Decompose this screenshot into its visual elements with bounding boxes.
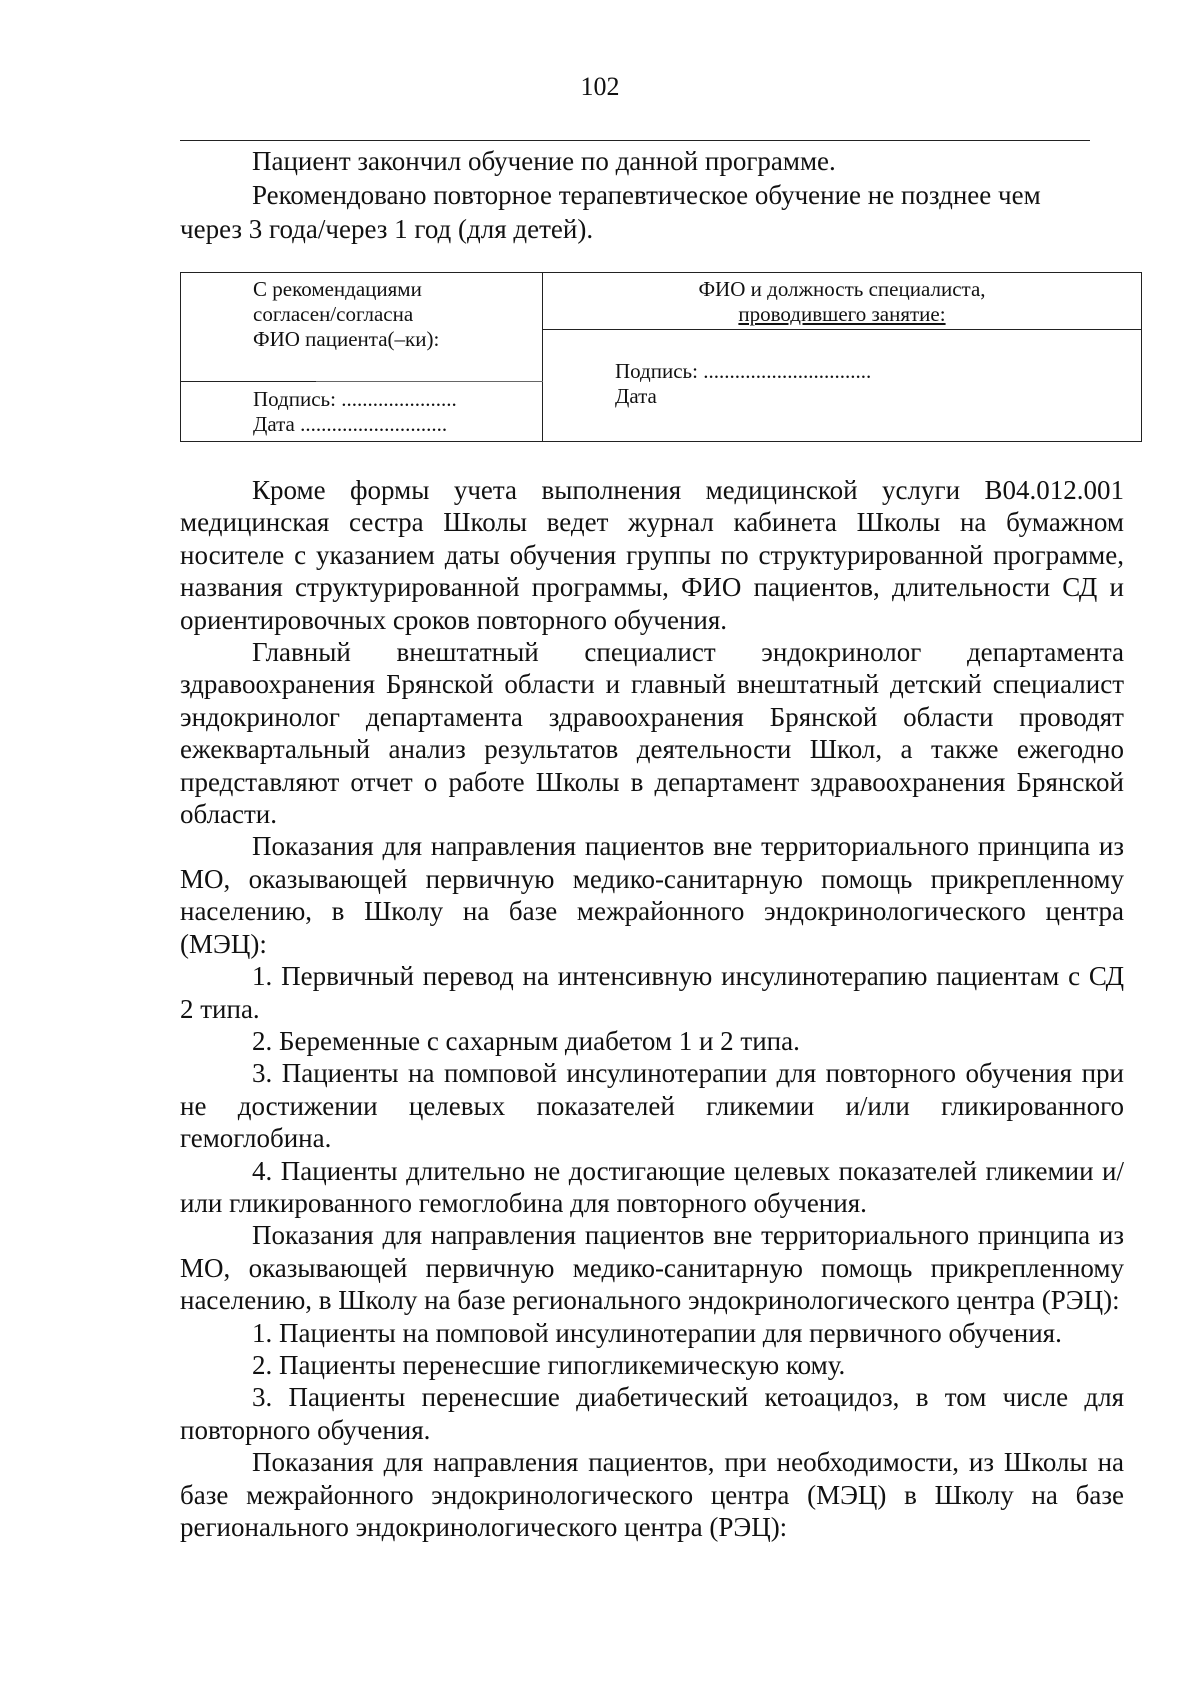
paragraph: Кроме формы учета выполнения медицинской услуги В04.012.001 медицинская сестра Школы ведет журнал кабинета Школы на бумажном носителе с указанием даты обучения группы по структурированной программе, названия структурированной программы, ФИО пациентов, длительности СД и ориентировочных сроков повторного обучения. <box>180 475 1124 635</box>
paragraph: Показания для направления пациентов, при необходимости, из Школы на базе межрайонного эндокринологического центра (МЭЦ) в Школу на базе регионального эндокринологического центра (РЭЦ): <box>180 1447 1124 1542</box>
patient-agree-line: согласен/согласна <box>253 302 414 326</box>
patient-fio-line <box>181 381 316 382</box>
page-number: 102 <box>580 72 620 101</box>
patient-fio-label: ФИО пациента(–ки): <box>253 327 440 351</box>
specialist-header-line: ФИО и должность специалиста, <box>698 277 986 301</box>
patient-date-label: Дата ............................ <box>253 412 448 436</box>
paragraph: Показания для направления пациентов вне территориального принципа из МО, оказывающей первичную медико-санитарную помощь прикрепленному населению, в Школу на базе регионального эндокринологического центра (РЭЦ): <box>180 1220 1124 1316</box>
list-item: 3. Пациенты перенесшие диабетический кетоацидоз, в том числе для повторного обучения. <box>180 1382 1124 1445</box>
specialist-header-divider <box>543 329 1141 330</box>
patient-sign-block <box>253 387 457 437</box>
patient-sign-label: Подпись: ...................... <box>253 387 457 411</box>
signature-table <box>180 272 1142 442</box>
list-item: 1. Первичный перевод на интенсивную инсулинотерапию пациентам с СД 2 типа. <box>180 961 1124 1024</box>
list-item: 1. Пациенты на помповой инсулинотерапии для первичного обучения. <box>252 1317 1062 1348</box>
specialist-date-label: Дата <box>615 384 657 408</box>
specialist-header-line: проводившего занятие: <box>738 302 946 326</box>
intro-line: Рекомендовано повторное терапевтическое обучение не позднее чем через 3 года/через 1 год (для детей). <box>180 180 1041 244</box>
specialist-sign-label: Подпись: ................................ <box>615 359 872 383</box>
list-item: 2. Беременные с сахарным диабетом 1 и 2 типа. <box>252 1025 800 1056</box>
patient-agreement <box>253 277 439 352</box>
paragraph: Показания для направления пациентов вне территориального принципа из МО, оказывающей первичную медико-санитарную помощь прикрепленному населению, в Школу на базе межрайонного эндокринологического центра (МЭЦ): <box>180 831 1124 959</box>
list-item: 4. Пациенты длительно не достигающие целевых показателей гликемии и/или гликированного гемоглобина для повторного обучения. <box>180 1155 1124 1218</box>
specialist-header <box>543 277 1141 327</box>
body-text <box>180 474 1124 1543</box>
list-item: 2. Пациенты перенесшие гипогликемическую кому. <box>252 1349 846 1380</box>
intro-block <box>180 144 1100 246</box>
patient-fio-line-faint <box>316 381 543 382</box>
specialist-signature-cell <box>543 273 1141 441</box>
specialist-sign-block <box>615 359 871 409</box>
patient-signature-cell <box>181 273 543 441</box>
list-item: 3. Пациенты на помповой инсулинотерапии для повторного обучения при не достижении целевых показателей гликемии и/или гликированного гемоглобина. <box>180 1058 1124 1154</box>
paragraph: Главный внештатный специалист эндокринолог департамента здравоохранения Брянской области и главный внештатный детский специалист эндокринолог департамента здравоохранения Брянской области проводят ежеквартальный анализ результатов деятельности Школ, а также ежегодно представляют отчет о работе Школы в департамент здравоохранения Брянской области. <box>180 637 1124 830</box>
top-divider <box>180 140 1090 141</box>
intro-line: Пациент закончил обучение по данной программе. <box>252 146 836 176</box>
patient-agree-line: С рекомендациями <box>253 277 422 301</box>
